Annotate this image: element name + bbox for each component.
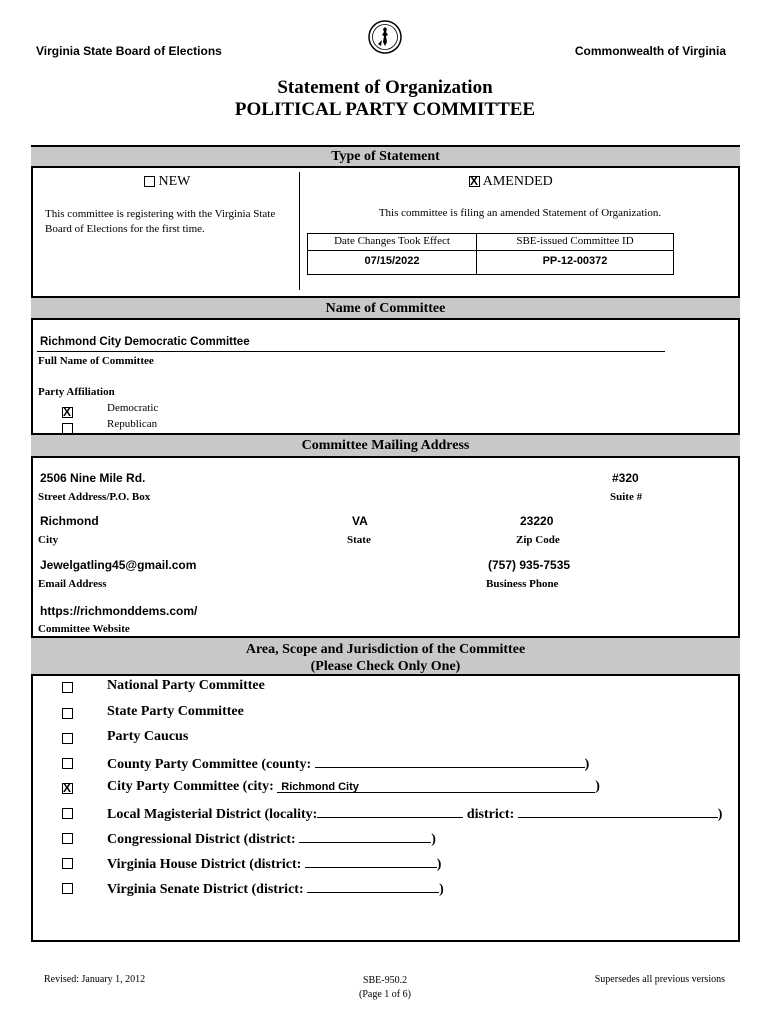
democratic-checkbox[interactable] <box>62 404 73 419</box>
new-description: This committee is registering with the Virginia State Board of Elections for the first time. <box>45 208 276 235</box>
email-value[interactable]: Jewelgatling45@gmail.com <box>40 558 197 572</box>
supersedes-note: Supersedes all previous versions <box>594 974 725 985</box>
senate-input[interactable] <box>307 879 439 893</box>
democratic-label: Democratic <box>107 402 159 414</box>
amended-label: AMENDED <box>482 174 553 189</box>
city-value[interactable]: Richmond <box>40 514 99 528</box>
zip-label: Zip Code <box>516 534 560 546</box>
city-checkbox[interactable] <box>62 783 73 794</box>
suite-value[interactable]: #320 <box>612 471 639 485</box>
mailing-address-heading: Committee Mailing Address <box>31 433 740 458</box>
state-value[interactable]: VA <box>352 514 368 528</box>
senate-label: Virginia Senate District (district: <box>107 882 304 897</box>
amended-checkbox[interactable] <box>469 176 480 187</box>
magisterial-district-input[interactable] <box>518 804 718 818</box>
democratic-check-mark: X <box>63 404 72 419</box>
national-checkbox[interactable] <box>62 682 73 693</box>
house-checkbox[interactable] <box>62 858 73 869</box>
magisterial-close-paren: ) <box>717 807 723 822</box>
city-close-paren: ) <box>595 779 600 794</box>
date-changes-header: Date Changes Took Effect <box>334 235 450 247</box>
county-checkbox[interactable] <box>62 758 73 769</box>
committee-id-value[interactable]: PP-12-00372 <box>542 255 608 267</box>
scope-heading-line1: Area, Scope and Jurisdiction of the Committee <box>245 642 526 657</box>
county-input[interactable] <box>315 754 585 768</box>
phone-label: Business Phone <box>486 578 559 590</box>
committee-id-header: SBE-issued Committee ID <box>516 235 634 247</box>
date-id-table <box>307 233 674 275</box>
form-number: SBE-950.2 <box>362 975 408 986</box>
state-label: State <box>347 534 371 546</box>
house-label: Virginia House District (district: <box>107 857 302 872</box>
house-input[interactable] <box>305 854 437 868</box>
city-input[interactable] <box>277 779 595 793</box>
congressional-checkbox[interactable] <box>62 833 73 844</box>
house-close-paren: ) <box>436 857 442 872</box>
national-label: National Party Committee <box>107 678 265 693</box>
revised-date: Revised: January 1, 2012 <box>44 974 146 985</box>
locality-input[interactable] <box>317 804 463 818</box>
type-of-statement-heading: Type of Statement <box>31 145 740 168</box>
amended-option[interactable] <box>469 174 553 190</box>
page-subtitle: POLITICAL PARTY COMMITTEE <box>234 99 536 120</box>
full-name-label: Full Name of Committee <box>38 355 154 367</box>
senate-close-paren: ) <box>439 882 444 897</box>
type-divider <box>299 172 300 290</box>
committee-name-value[interactable]: Richmond City Democratic Committee <box>40 336 250 348</box>
city-scope-value: Richmond City <box>281 781 359 793</box>
new-checkbox[interactable] <box>144 176 155 187</box>
street-value[interactable]: 2506 Nine Mile Rd. <box>40 471 146 485</box>
city-scope-label: City Party Committee (city: <box>107 779 274 794</box>
city-label: City <box>38 534 59 546</box>
zip-value[interactable]: 23220 <box>520 514 554 528</box>
committee-name-line <box>37 351 665 352</box>
suite-label: Suite # <box>610 491 643 503</box>
website-value[interactable]: https://richmonddems.com/ <box>40 604 198 618</box>
scope-heading <box>31 636 740 676</box>
page-title: Statement of Organization <box>277 77 493 98</box>
city-check-mark: X <box>63 781 72 795</box>
street-label: Street Address/P.O. Box <box>38 491 151 503</box>
new-option[interactable] <box>144 174 190 190</box>
scope-heading-line2: (Please Check Only One) <box>310 659 461 674</box>
republican-label: Republican <box>107 418 158 430</box>
congressional-input[interactable] <box>299 829 431 843</box>
name-of-committee-heading: Name of Committee <box>31 296 740 320</box>
county-close-paren: ) <box>584 757 590 772</box>
amended-check-mark: X <box>470 174 479 189</box>
website-label: Committee Website <box>38 623 130 635</box>
phone-value[interactable]: (757) 935-7535 <box>488 558 571 572</box>
date-changes-value[interactable]: 07/15/2022 <box>364 255 420 267</box>
form-footer-center <box>335 974 435 1002</box>
commonwealth-name: Commonwealth of Virginia <box>574 44 726 58</box>
new-label: NEW <box>158 174 191 189</box>
state-party-label: State Party Committee <box>107 704 244 719</box>
caucus-label: Party Caucus <box>107 729 189 744</box>
email-label: Email Address <box>38 578 107 590</box>
magisterial-checkbox[interactable] <box>62 808 73 819</box>
senate-checkbox[interactable] <box>62 883 73 894</box>
caucus-checkbox[interactable] <box>62 733 73 744</box>
magisterial-label: Local Magisterial District (locality: <box>107 807 318 822</box>
page-number: (Page 1 of 6) <box>359 989 411 1000</box>
congressional-close-paren: ) <box>431 832 436 847</box>
party-affiliation-label: Party Affiliation <box>38 386 115 398</box>
virginia-seal-icon <box>368 20 402 54</box>
county-label: County Party Committee (county: <box>107 757 312 772</box>
state-checkbox[interactable] <box>62 708 73 719</box>
congressional-label: Congressional District (district: <box>107 832 296 847</box>
magisterial-district-label: district: <box>466 807 515 822</box>
amended-description: This committee is filing an amended Statement of Organization. <box>378 207 662 219</box>
agency-name: Virginia State Board of Elections <box>36 44 222 58</box>
